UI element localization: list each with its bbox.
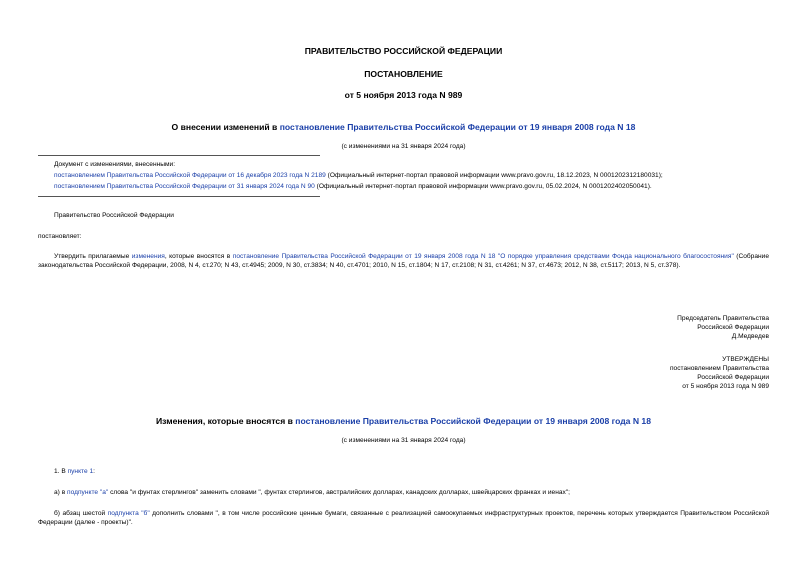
subpoint-b-link[interactable]: подпункта "б": [107, 510, 150, 517]
signature-line: Российской Федерации: [697, 324, 769, 331]
main-paragraph: [38, 252, 769, 270]
item-1-suffix: :: [93, 468, 95, 475]
item-b-prefix: б) абзац шестой: [54, 510, 108, 517]
approved-line: УТВЕРЖДЕНЫ: [722, 356, 769, 363]
document-date-number: от 5 ноября 2013 года N 989: [344, 90, 463, 100]
subpoint-a-link[interactable]: подпункте "а": [67, 489, 109, 496]
changes-section-decree-link[interactable]: постановление Правительства Российской Федерации от 19 января 2008 года N 18: [295, 416, 651, 426]
document-title: [0, 122, 807, 133]
amendment-link-2023[interactable]: постановлением Правительства Российской Федерации от 16 декабря 2023 года N 2189: [54, 172, 326, 179]
changes-block-heading: Документ с изменениями, внесенными:: [54, 161, 176, 168]
issuer: Правительство Российской Федерации: [54, 212, 174, 219]
amendment-source: (Официальный интернет-портал правовой информации www.pravo.gov.ru, 05.02.2024, N 0001202402050041).: [314, 183, 652, 190]
signature-name: Д.Медведев: [731, 333, 769, 340]
amendment-link-2024[interactable]: постановлением Правительства Российской Федерации от 31 января 2024 года N 90: [54, 183, 315, 190]
approved-block: [469, 355, 769, 391]
decrees-word: постановляет:: [38, 233, 82, 240]
changes-section-edition: (с изменениями на 31 января 2024 года): [341, 437, 466, 444]
document-type: ПОСТАНОВЛЕНИЕ: [364, 69, 443, 79]
item-1: [54, 467, 95, 476]
para-mid: , которые вносятся в: [164, 253, 233, 260]
decree-18-link[interactable]: постановление Правительства Российской Федерации от 19 января 2008 года N 18 "О порядке управления средствами Фонда национального благосостояния": [232, 253, 734, 260]
signature-block: [469, 314, 769, 341]
signature-line: Председатель Правительства: [677, 315, 769, 322]
changes-block-bottom-divider: [38, 196, 320, 197]
item-a-prefix: а) в: [54, 489, 68, 496]
changes-section-prefix: Изменения, которые вносятся в: [155, 416, 296, 426]
changes-section-title: [0, 416, 807, 427]
changes-link[interactable]: изменения: [131, 253, 165, 260]
title-decree-link[interactable]: постановление Правительства Российской Федерации от 19 января 2008 года N 18: [279, 122, 636, 132]
item-b-suffix: дополнить словами ", в том числе российские ценные бумаги, связанные с реализацией самоокупаемых инфраструктурных проектов, перечень которых утверждается Правительством Российской Федерации (далее - проекты)".: [38, 510, 769, 526]
para-suffix: (Собрание законодательства Российской Федерации, 2008, N 4, ст.270; N 43, ст.4945; 2009, N 30, ст.3834; N 40, ст.4701; 2010, N 15, ст.1804; N 17, ст.2108; N 31, ст.4261; N 37, ст.4673; 2012, N 38, ст.5117; 2013, N 5, ст.378).: [38, 253, 769, 269]
title-prefix: О внесении изменений в: [171, 122, 280, 132]
item-a: [54, 488, 769, 497]
changes-block: [54, 160, 794, 191]
title-edition: (с изменениями на 31 января 2024 года): [341, 143, 466, 150]
amendment-source: (Официальный интернет-портал правовой информации www.pravo.gov.ru, 18.12.2023, N 0001202312180031);: [325, 172, 663, 179]
changes-block-top-divider: [38, 155, 320, 156]
item-b: [38, 509, 769, 527]
government-name: ПРАВИТЕЛЬСТВО РОССИЙСКОЙ ФЕДЕРАЦИИ: [304, 46, 503, 56]
para-prefix: Утвердить прилагаемые: [54, 253, 132, 260]
approved-line: Российской Федерации: [697, 374, 769, 381]
changes-block-item: [54, 182, 794, 191]
item-1-prefix: 1. В: [54, 468, 68, 475]
item-a-suffix: слова "и фунтах стерлингов" заменить словами ", фунтах стерлингов, австралийских долларах, канадских долларах, швейцарских франках и иенах";: [108, 489, 570, 496]
point-1-link[interactable]: пункте 1: [67, 468, 94, 475]
changes-block-item: [54, 171, 794, 180]
approved-line: от 5 ноября 2013 года N 989: [682, 383, 769, 390]
approved-line: постановлением Правительства: [669, 365, 769, 372]
